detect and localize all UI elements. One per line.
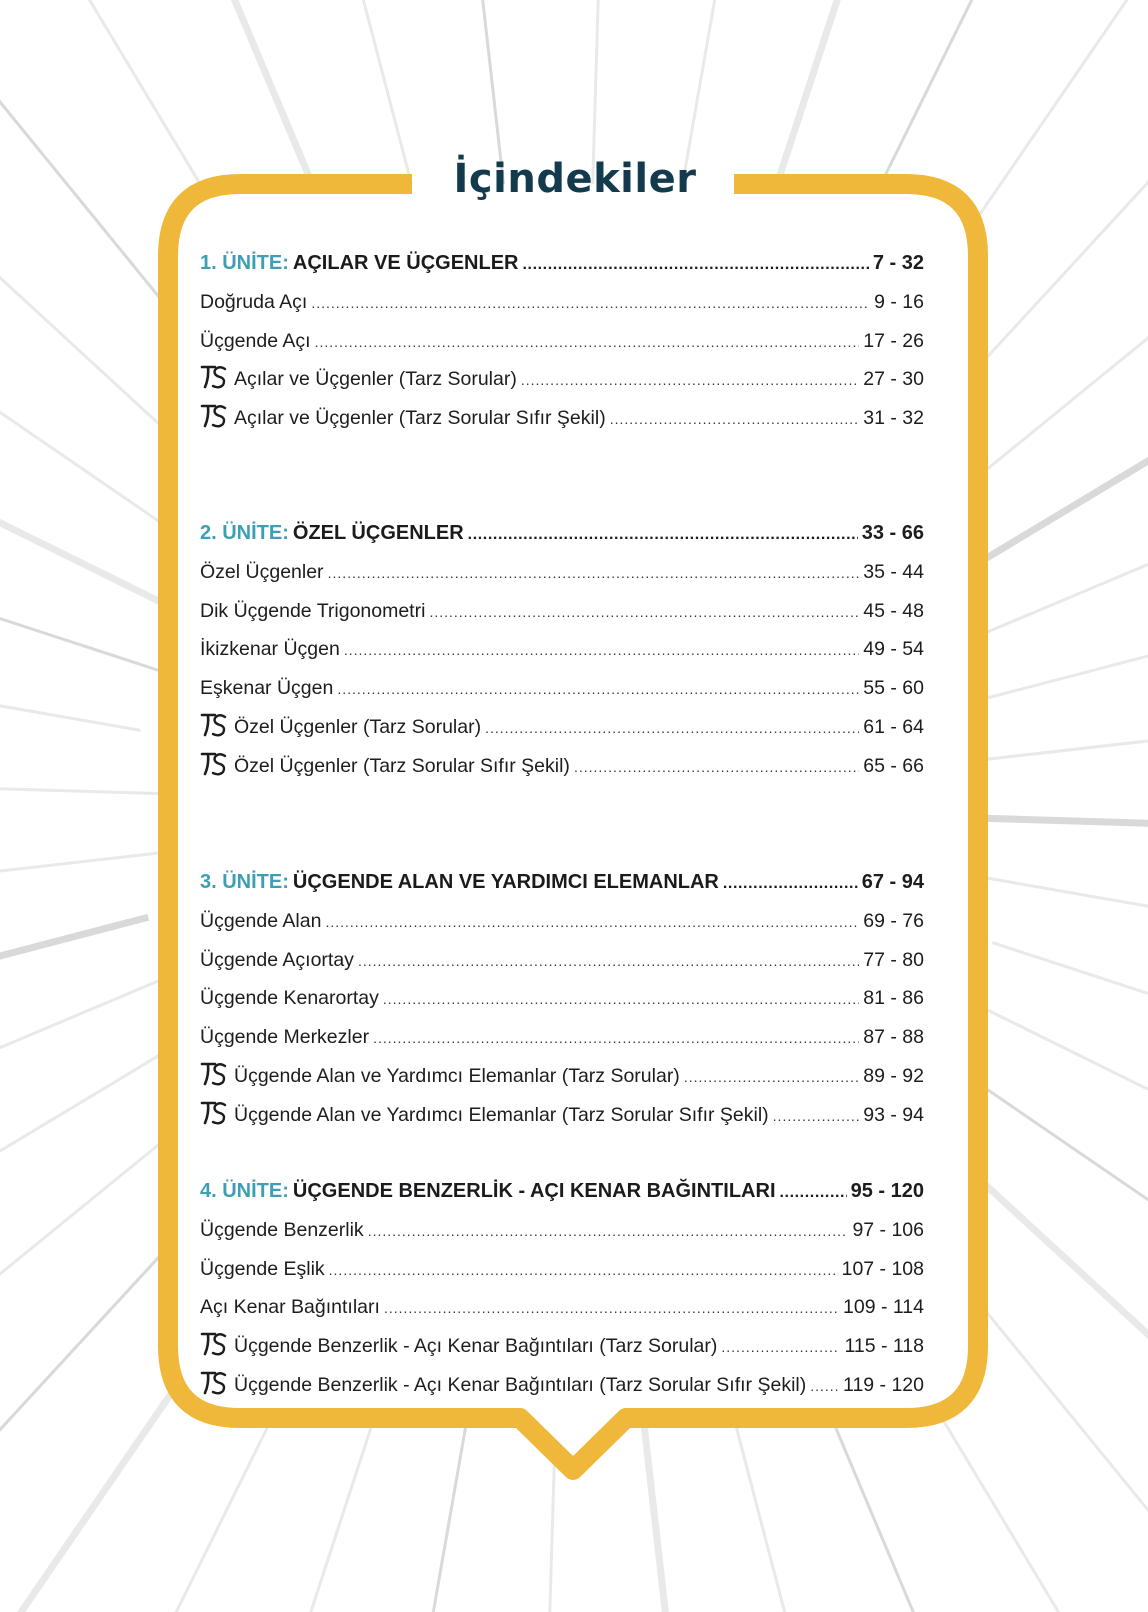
toc-entry-pages: 27 - 30 — [863, 368, 924, 391]
toc-entry[interactable] — [200, 283, 924, 322]
ts-logo-icon — [200, 712, 228, 738]
toc-entry-pages: 81 - 86 — [863, 987, 924, 1010]
toc-entry[interactable] — [200, 1018, 924, 1057]
dot-leader — [373, 1019, 859, 1057]
unit-name: ÖZEL ÜÇGENLER — [292, 522, 464, 544]
unit-heading-label — [200, 863, 719, 902]
dot-leader — [468, 516, 858, 553]
toc-entry-pages: 93 - 94 — [863, 1103, 924, 1126]
ts-logo-icon — [200, 1100, 228, 1126]
unit-number: 2. ÜNİTE: — [200, 522, 289, 544]
dot-leader — [358, 942, 859, 980]
toc-entry-label — [200, 1288, 380, 1327]
ts-logo-icon — [200, 403, 228, 429]
toc-entry[interactable] — [200, 747, 924, 786]
toc-entry-pages: 69 - 76 — [863, 909, 924, 932]
dot-leader — [574, 748, 859, 786]
toc-entry[interactable] — [200, 1327, 924, 1366]
unit-number: 3. ÜNİTE: — [200, 871, 289, 893]
toc-entry-pages: 9 - 16 — [874, 290, 924, 313]
toc-entry-label — [200, 669, 333, 708]
dot-leader — [773, 1097, 860, 1135]
toc-entry-pages: 17 - 26 — [863, 329, 924, 352]
dot-leader — [337, 670, 859, 708]
unit-section-3 — [200, 863, 924, 1135]
toc-entry-title: Dik Üçgende Trigonometri — [200, 599, 426, 622]
toc-entry[interactable] — [200, 979, 924, 1018]
toc-entry[interactable] — [200, 360, 924, 399]
toc-entry-title: Üçgende Benzerlik — [200, 1218, 364, 1241]
toc-entry-label — [200, 1327, 717, 1366]
toc-entry-pages: 65 - 66 — [863, 754, 924, 777]
dot-leader — [522, 246, 868, 283]
toc-entry[interactable] — [200, 399, 924, 438]
toc-entry-pages: 45 - 48 — [863, 599, 924, 622]
unit-pages: 7 - 32 — [872, 252, 924, 274]
toc-entry-title: Üçgende Açı — [200, 329, 311, 352]
toc-entry[interactable] — [200, 1211, 924, 1250]
toc-entry-title: Özel Üçgenler (Tarz Sorular) — [234, 715, 482, 738]
toc-entry-label — [200, 1250, 325, 1289]
toc-entry[interactable] — [200, 553, 924, 592]
toc-entry-title: Üçgende Alan — [200, 909, 322, 932]
unit-name: ÜÇGENDE BENZERLİK - AÇI KENAR BAĞINTILARI — [292, 1180, 776, 1202]
toc-entry-pages: 107 - 108 — [841, 1257, 924, 1280]
toc-entry-label — [200, 979, 379, 1018]
toc-entry-title: Üçgende Açıortay — [200, 948, 354, 971]
toc-entry-title: Özel Üçgenler — [200, 560, 324, 583]
dot-leader — [311, 284, 870, 322]
toc-entry-label — [200, 1211, 364, 1250]
dot-leader — [384, 1289, 839, 1327]
toc-entry[interactable] — [200, 592, 924, 631]
toc-entry-title: Doğruda Açı — [200, 290, 308, 313]
unit-name: AÇILAR VE ÜÇGENLER — [292, 252, 519, 274]
toc-entry-pages: 31 - 32 — [863, 407, 924, 430]
toc-entry-label — [200, 592, 425, 631]
dot-leader — [368, 1212, 849, 1250]
unit-section-4 — [200, 1172, 924, 1405]
dot-leader — [684, 1058, 859, 1096]
unit-heading — [200, 1172, 924, 1211]
unit-section-2 — [200, 514, 924, 786]
unit-heading-label — [200, 1172, 776, 1211]
toc-entry-label — [200, 283, 307, 322]
toc-entry-label — [200, 630, 340, 669]
toc-entry[interactable] — [200, 1057, 924, 1096]
unit-pages: 67 - 94 — [861, 871, 924, 893]
toc-entry-pages: 109 - 114 — [843, 1296, 924, 1319]
dot-leader — [328, 554, 860, 592]
toc-entry-pages: 115 - 118 — [844, 1335, 924, 1358]
unit-heading-label — [200, 244, 518, 283]
unit-heading — [200, 244, 924, 283]
toc-entry-label — [200, 1096, 769, 1135]
toc-entry-label — [200, 902, 321, 941]
toc-entry-label — [200, 360, 517, 399]
toc-entry-label — [200, 1018, 369, 1057]
toc-entry-pages: 35 - 44 — [863, 560, 924, 583]
dot-leader — [325, 903, 859, 941]
toc-entry-pages: 49 - 54 — [863, 638, 924, 661]
page-title: İçindekiler — [453, 156, 697, 202]
toc-entry-title: Üçgende Alan ve Yardımcı Elemanlar (Tarz Sorular Sıfır Şekil) — [234, 1103, 769, 1126]
dot-leader — [721, 1328, 840, 1366]
dot-leader — [780, 1174, 847, 1211]
ts-logo-icon — [200, 1061, 228, 1087]
dot-leader — [723, 865, 858, 902]
unit-pages: 33 - 66 — [861, 522, 924, 544]
toc-entry-pages: 61 - 64 — [863, 715, 924, 738]
toc-entry[interactable] — [200, 1288, 924, 1327]
dot-leader — [810, 1367, 839, 1405]
toc-entry-title: Açı Kenar Bağıntıları — [200, 1296, 380, 1319]
toc-entry-pages: 77 - 80 — [863, 948, 924, 971]
ts-logo-icon — [200, 1331, 228, 1357]
unit-section-1 — [200, 244, 924, 438]
toc-entry-title: Üçgende Benzerlik - Açı Kenar Bağıntıları (Tarz Sorular Sıfır Şekil) — [234, 1373, 807, 1396]
toc-entry-label — [200, 1057, 680, 1096]
toc-entry-label — [200, 399, 606, 438]
dot-leader — [521, 361, 859, 399]
ts-logo-icon — [200, 1370, 228, 1396]
toc-entry-title: Açılar ve Üçgenler (Tarz Sorular) — [234, 368, 517, 391]
toc-entry-title: Üçgende Kenarortay — [200, 987, 379, 1010]
toc-entry-title: Üçgende Eşlik — [200, 1257, 325, 1280]
toc-entry[interactable] — [200, 902, 924, 941]
unit-number: 1. ÜNİTE: — [200, 252, 289, 274]
toc-entry[interactable] — [200, 941, 924, 980]
dot-leader — [344, 631, 859, 669]
toc-entry-pages: 97 - 106 — [852, 1218, 924, 1241]
toc-entry-pages: 119 - 120 — [843, 1373, 924, 1396]
toc-entry[interactable] — [200, 1366, 924, 1405]
toc-entry-pages: 89 - 92 — [863, 1064, 924, 1087]
unit-name: ÜÇGENDE ALAN VE YARDIMCI ELEMANLAR — [292, 871, 719, 893]
toc-entry-label — [200, 708, 481, 747]
toc-entry[interactable] — [200, 669, 924, 708]
toc-entry-label — [200, 941, 354, 980]
toc-entry-label — [200, 1366, 806, 1405]
toc-entry-title: Eşkenar Üçgen — [200, 677, 334, 700]
unit-pages: 95 - 120 — [850, 1180, 924, 1202]
toc-entry[interactable] — [200, 708, 924, 747]
unit-heading — [200, 863, 924, 902]
toc-entry-label — [200, 553, 324, 592]
dot-leader — [485, 709, 859, 747]
toc-entry-title: Özel Üçgenler (Tarz Sorular Sıfır Şekil) — [234, 754, 570, 777]
ts-logo-icon — [200, 751, 228, 777]
toc-entry-label — [200, 747, 570, 786]
dot-leader — [383, 980, 859, 1018]
toc-entry[interactable] — [200, 1250, 924, 1289]
dot-leader — [429, 593, 859, 631]
toc-entry-title: Üçgende Benzerlik - Açı Kenar Bağıntıları (Tarz Sorular) — [234, 1335, 718, 1358]
toc-entry[interactable] — [200, 1096, 924, 1135]
toc-entry-pages: 87 - 88 — [863, 1026, 924, 1049]
toc-entry-label — [200, 322, 311, 361]
toc-entry[interactable] — [200, 322, 924, 361]
toc-entry-title: İkizkenar Üçgen — [200, 638, 340, 661]
toc-entry[interactable] — [200, 630, 924, 669]
unit-heading-label — [200, 514, 464, 553]
toc-entry-pages: 55 - 60 — [863, 677, 924, 700]
toc-entry-title: Üçgende Alan ve Yardımcı Elemanlar (Tarz Sorular) — [234, 1064, 680, 1087]
dot-leader — [610, 400, 860, 438]
ts-logo-icon — [200, 364, 228, 390]
toc-entry-title: Üçgende Merkezler — [200, 1026, 370, 1049]
dot-leader — [329, 1251, 838, 1289]
unit-number: 4. ÜNİTE: — [200, 1180, 289, 1202]
unit-heading — [200, 514, 924, 553]
toc-entry-title: Açılar ve Üçgenler (Tarz Sorular Sıfır Şekil) — [234, 407, 606, 430]
dot-leader — [315, 323, 860, 361]
